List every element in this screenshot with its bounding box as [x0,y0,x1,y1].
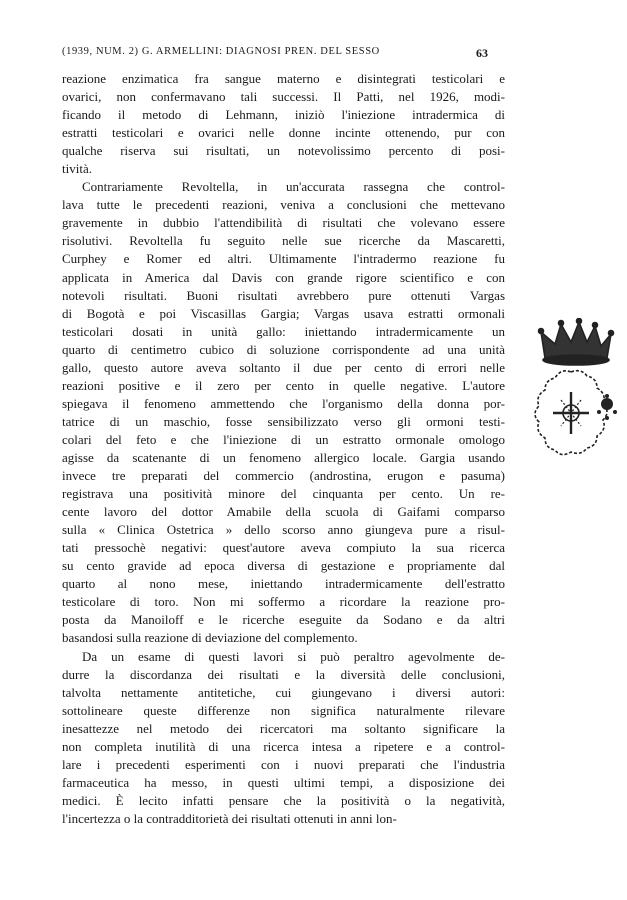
text-line: reazione enzimatica fra sangue materno e disintegrati testicolari e [62,71,505,86]
text-line: testicolari dosati in unità gallo: iniettando intradermicamente un [62,323,505,339]
text-line: invece tre preparati del commercio (androstina, erugon e pasuma) [62,468,505,484]
text-line: ovarici, non confermavano tali successi. Il Patti, nel 1926, modi- [62,89,505,105]
text-line: lare i precedenti esperimenti con i nuovi preparati che l'industria [62,756,505,772]
text-line: tività. [62,161,92,177]
text-line: basandosi sulla reazione di deviazione del complemento. [62,630,358,646]
text-line: su cento gravide ad epoca diversa di gestazione e propriamente dal [62,558,505,574]
body-text [62,70,505,828]
text-line: agisse da scatenante di un fenomeno allergico locale. Gargia usando [62,449,505,465]
text-line: non completa inutilità di una ricerca intesa a ripetere e a control- [62,738,505,754]
text-line: Da un esame di questi lavori si può peraltro agevolmente de- [82,648,505,664]
text-line: quarto di centimetro cubico di soluzione corrispondente ad una unità [62,341,505,357]
text-line: posta da Manoiloff e le ricerche eseguite da Sodano e da altri [62,612,505,628]
text-line: durre la discordanza dei risultati e la diversità delle conclusioni, [62,666,505,682]
text-line: qualche riserva sui risultati, un notevolissimo percento di posi- [62,143,505,159]
text-line: di Bogotà e poi Viscasillas Gargia; Vargas usava estratti ormonali [62,305,505,321]
text-line: inesattezze nel metodo dei ricercatori ma soltanto significare la [62,720,505,736]
text-line: medici. È lecito infatti pensare che la positività o la negatività, [62,792,505,808]
text-line: gravemente in dubbio l'attendibilità di risultati che volevano essere [62,215,505,231]
text-line: lava tutte le precedenti reazioni, veniva a conclusioni che mettevano [62,197,505,213]
text-line: testicolare di toro. Non mi soffermo a ricordare la reazione pro- [62,594,505,610]
text-line: spiegava il fenomeno ammettendo che l'organismo della donna por- [62,395,505,411]
text-line: gallo, questo autore aveva soltanto il due per cento di errori nelle [62,359,505,375]
text-line: risolutivi. Revoltella fu seguito nelle sue ricerche da Mascaretti, [62,233,505,249]
paragraph [62,648,505,828]
text-line: Contrariamente Revoltella, in un'accurata rassegna che control- [82,179,505,195]
text-line: quarto al nono mese, iniettando intradermicamente dell'estratto [62,576,505,592]
text-line: Curphey e Romer ed altri. Ultimamente l'intradermo reazione fu [62,251,505,267]
text-line: estratti testicolari e ovarici nelle donne incinte ottenendo, pur con [62,125,505,141]
text-line: applicata in America dal Davis con grande rigore scientifico e con [62,269,505,285]
text-line: ficando il metodo di Lehmann, iniziò l'iniezione intradermica di [62,107,505,123]
library-stamp-icon [531,318,619,470]
text-line: colari del feto e che l'iniezione di un estratto ormonale omologo [62,431,505,447]
text-line: tatrice di un maschio, fosse sensibilizzato verso gli ormoni testi- [62,413,505,429]
text-line: sottolineare queste differenze non significa naturalmente rilevare [62,702,505,718]
text-line: farmaceutica ha messo, in questi ultimi tempi, a disposizione dei [62,774,505,790]
text-line: l'incertezza o la contradditorietà dei risultati ottenuti in anni lon- [62,810,397,826]
text-line: tati pressochè negativi: quest'autore aveva compiuto la sua ricerca [62,540,505,556]
text-line: reazioni positive e il zero per cento in quelle negative. L'autore [62,377,505,393]
text-line: cente lavoro del dottor Amabile della scuola di Gaifami comparso [62,504,505,520]
paragraph [62,178,505,647]
paragraph [62,70,505,178]
text-line: sulla « Clinica Ostetrica » dello scorso anno giungeva pure a risul- [62,522,505,538]
text-line: talvolta nettamente antitetiche, cui giungevano i diversi autori: [62,684,505,700]
page-number: 63 [476,46,488,60]
text-line: notevoli risultati. Buoni risultati avrebbero pure ottenuti Vargas [62,287,505,303]
text-line: registrava una positività minore del cinquanta per cento. Un re- [62,486,505,502]
running-head: (1939, NUM. 2) G. ARMELLINI: DIAGNOSI PREN. DEL SESSO [62,46,380,57]
